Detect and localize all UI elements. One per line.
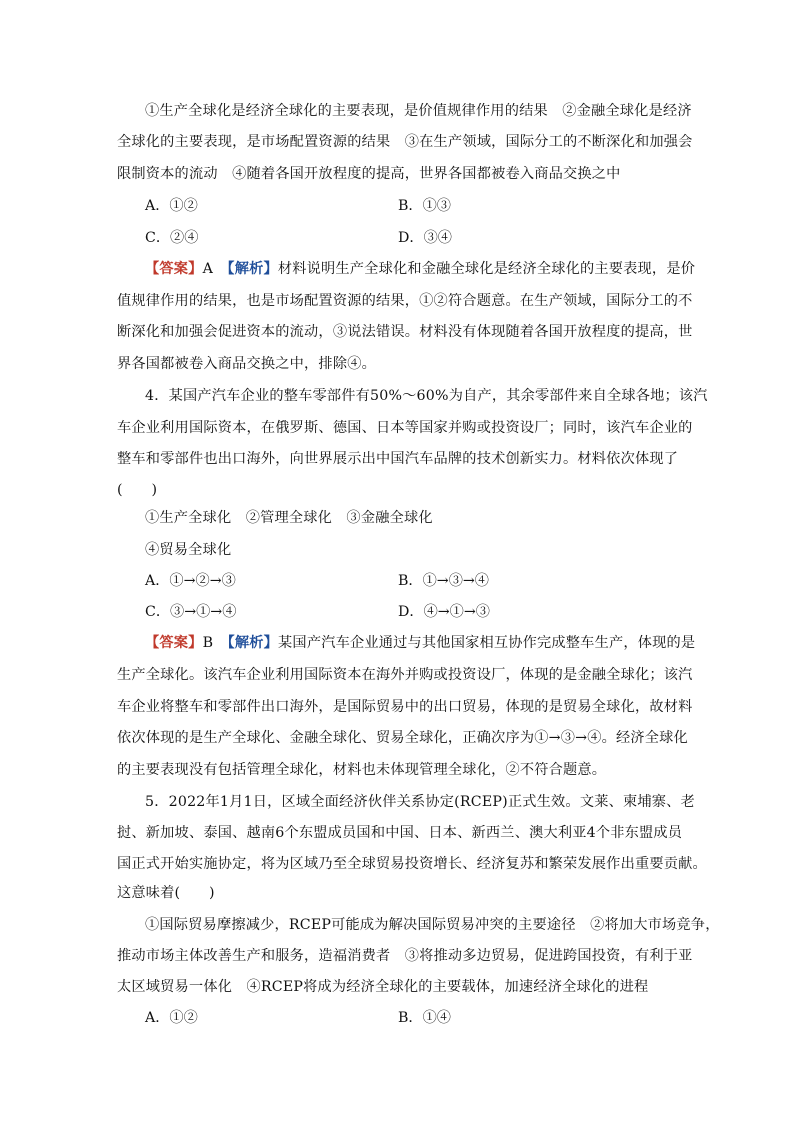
q4-items-line: ④贸易全球化 bbox=[145, 542, 232, 558]
q4-analysis-line: 生产全球化。该汽车企业利用国际资本在海外并购或投资设厂，体现的是金融全球化；该汽 bbox=[117, 667, 693, 683]
q3-option-b: B．①③ bbox=[398, 198, 451, 214]
q3-analysis-text: 材料说明生产全球化和金融全球化是经济全球化的主要表现，是价 bbox=[277, 261, 696, 277]
q4-option-a: A．①→②→③ bbox=[145, 573, 236, 589]
q4-stem-line: 4．某国产汽车企业的整车零部件有50%～60%为自产，其余零部件来自全球各地；该汽 bbox=[145, 388, 708, 404]
q4-stem-line: 车企业利用国际资本，在俄罗斯、德国、日本等国家并购或投资设厂；同时，该汽车企业的 bbox=[117, 420, 693, 436]
answer-tag: 【答案】 bbox=[145, 635, 203, 651]
q4-items-line: ①生产全球化 ②管理全球化 ③金融全球化 bbox=[145, 510, 433, 526]
q4-option-b: B．①→③→④ bbox=[398, 573, 489, 589]
q3-analysis-first-line bbox=[145, 259, 696, 279]
q3-analysis-line: 值规律作用的结果，也是市场配置资源的结果，①②符合题意。在生产领域，国际分工的不 bbox=[117, 293, 693, 309]
q3-stem-line: ①生产全球化是经济全球化的主要表现，是价值规律作用的结果 ②金融全球化是经济 bbox=[145, 103, 692, 119]
q4-stem-line: 整车和零部件也出口海外，向世界展示出中国汽车品牌的技术创新实力。材料依次体现了 bbox=[117, 451, 679, 467]
q3-analysis-line: 断深化和加强会促进资本的流动，③说法错误。材料没有体现随着各国开放程度的提高，世 bbox=[117, 324, 693, 340]
q3-stem-line: 全球化的主要表现，是市场配置资源的结果 ③在生产领域，国际分工的不断深化和加强会 bbox=[117, 134, 693, 150]
q3-option-d: D．③④ bbox=[398, 230, 452, 246]
q5-stem-line: 5．2022年1月1日，区域全面经济伙伴关系协定(RCEP)正式生效。文莱、柬埔寨、老 bbox=[145, 794, 695, 810]
q3-answer: A bbox=[202, 261, 214, 277]
q4-analysis-line: 的主要表现没有包括管理全球化，材料也未体现管理全球化，②不符合题意。 bbox=[117, 762, 607, 778]
analysis-tag: 【解析】 bbox=[227, 635, 279, 651]
q5-items-line: ①国际贸易摩擦减少，RCEP可能成为解决国际贸易冲突的主要途径 ②将加大市场竞争， bbox=[145, 917, 720, 933]
q5-stem-line: 这意味着( ) bbox=[117, 885, 215, 901]
q3-analysis-line: 界各国都被卷入商品交换之中，排除④。 bbox=[117, 356, 376, 372]
q3-option-a: A．①② bbox=[145, 198, 198, 214]
q5-stem-line: 挝、新加坡、泰国、越南6个东盟成员国和中国、日本、新西兰、澳大利亚4个非东盟成员 bbox=[117, 825, 683, 841]
q3-stem-line: 限制资本的流动 ④随着各国开放程度的提高，世界各国都被卷入商品交换之中 bbox=[117, 166, 621, 182]
q5-stem-line: 国正式开始实施协定，将为区域乃至全球贸易投资增长、经济复苏和繁荣发展作出重要贡献。 bbox=[117, 856, 707, 872]
q4-option-d: D．④→①→③ bbox=[398, 604, 490, 620]
answer-tag: 【答案】 bbox=[145, 261, 203, 277]
q5-option-b: B．①④ bbox=[398, 1010, 451, 1026]
q4-option-c: C．③→①→④ bbox=[145, 604, 237, 620]
q4-answer: B bbox=[202, 635, 214, 651]
q4-analysis-line: 依次体现的是生产全球化、金融全球化、贸易全球化，正确次序为①→③→④。经济全球化 bbox=[117, 730, 688, 746]
q5-items-line: 太区域贸易一体化 ④RCEP将成为经济全球化的主要载体，加速经济全球化的进程 bbox=[117, 979, 649, 995]
q4-analysis-text: 某国产汽车企业通过与其他国家相互协作完成整车生产，体现的是 bbox=[278, 635, 696, 651]
q5-items-line: 推动市场主体改善生产和服务，造福消费者 ③将推动多边贸易，促进跨国投资，有利于亚 bbox=[117, 948, 693, 964]
q3-option-c: C．②④ bbox=[145, 230, 199, 246]
q4-stem-line: ( ) bbox=[117, 482, 158, 498]
q4-analysis-line: 车企业将整车和零部件出口海外，是国际贸易中的出口贸易，体现的是贸易全球化，故材料 bbox=[117, 699, 693, 715]
analysis-tag: 【解析】 bbox=[227, 261, 278, 277]
q4-analysis-first-line bbox=[145, 633, 696, 653]
q5-option-a: A．①② bbox=[145, 1010, 198, 1026]
